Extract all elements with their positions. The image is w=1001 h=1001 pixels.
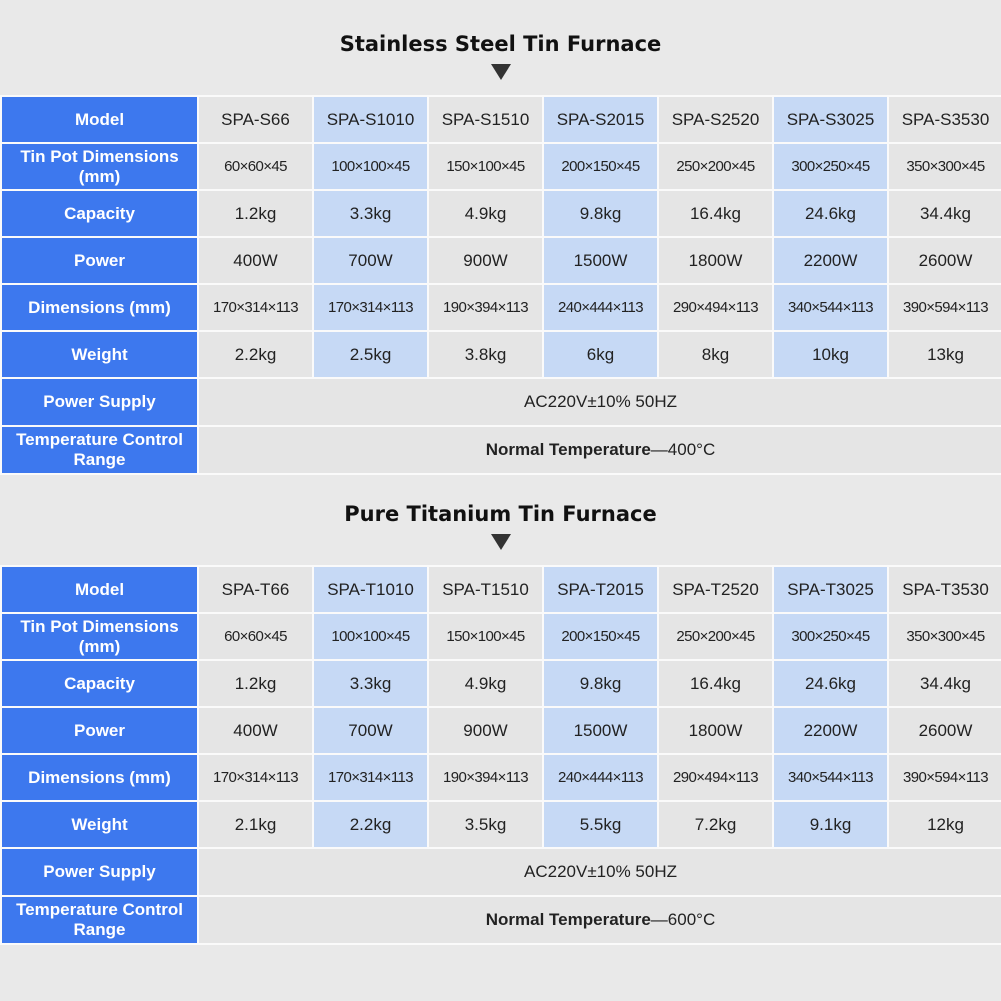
arrow-down-icon <box>491 64 511 80</box>
row-weight <box>2 802 1001 847</box>
table-cell: 24.6kg <box>774 191 887 236</box>
table-cell: SPA-T3025 <box>774 567 887 612</box>
arrow-down-icon <box>491 534 511 550</box>
table-cell: SPA-T66 <box>199 567 312 612</box>
row-header: Power Supply <box>2 379 197 425</box>
table-cell: 240×444×113 <box>544 285 657 330</box>
row-temperature-range <box>2 897 1001 943</box>
row-header: Model <box>2 567 197 612</box>
table-cell: 2.2kg <box>314 802 427 847</box>
table-cell: 34.4kg <box>889 191 1001 236</box>
temperature-range-value <box>199 427 1001 473</box>
row-capacity <box>2 661 1001 706</box>
row-header: Weight <box>2 332 197 377</box>
table-cell: 200×150×45 <box>544 144 657 189</box>
table-cell: 150×100×45 <box>429 614 542 659</box>
row-power-supply <box>2 849 1001 895</box>
table-cell: 2600W <box>889 708 1001 753</box>
table-cell: 13kg <box>889 332 1001 377</box>
table-cell: 3.3kg <box>314 661 427 706</box>
row-header: Dimensions (mm) <box>2 285 197 330</box>
row-tin-pot <box>2 614 1001 659</box>
temperature-label: Normal Temperature <box>485 910 651 929</box>
table-cell: 1500W <box>544 238 657 283</box>
row-power <box>2 238 1001 283</box>
row-header: Tin Pot Dimensions (mm) <box>2 144 197 189</box>
table-cell: SPA-T3530 <box>889 567 1001 612</box>
table-cell: 9.1kg <box>774 802 887 847</box>
row-header: Temperature Control Range <box>2 897 197 943</box>
table-cell: 240×444×113 <box>544 755 657 800</box>
table-cell: 700W <box>314 708 427 753</box>
row-model <box>2 97 1001 142</box>
temperature-range-text: —400°C <box>650 440 716 459</box>
table-cell: 170×314×113 <box>314 285 427 330</box>
table-cell: 24.6kg <box>774 661 887 706</box>
table-cell: 170×314×113 <box>199 285 312 330</box>
row-header: Capacity <box>2 661 197 706</box>
row-header: Dimensions (mm) <box>2 755 197 800</box>
table-cell: 34.4kg <box>889 661 1001 706</box>
table-cell: 150×100×45 <box>429 144 542 189</box>
table-cell: 2200W <box>774 238 887 283</box>
table-cell: 400W <box>199 238 312 283</box>
table-cell: SPA-S3025 <box>774 97 887 142</box>
table-cell: 8kg <box>659 332 772 377</box>
table-cell: 290×494×113 <box>659 755 772 800</box>
table-cell: 4.9kg <box>429 661 542 706</box>
table-cell: 340×544×113 <box>774 755 887 800</box>
table-cell: 300×250×45 <box>774 614 887 659</box>
table-cell: 1800W <box>659 708 772 753</box>
table-cell: 170×314×113 <box>314 755 427 800</box>
row-header: Weight <box>2 802 197 847</box>
row-dimensions <box>2 755 1001 800</box>
table-cell: 700W <box>314 238 427 283</box>
table-cell: SPA-T2015 <box>544 567 657 612</box>
table-cell: SPA-S2015 <box>544 97 657 142</box>
table-cell: 250×200×45 <box>659 614 772 659</box>
table-cell: 2.1kg <box>199 802 312 847</box>
table-cell: 5.5kg <box>544 802 657 847</box>
table-cell: SPA-T1010 <box>314 567 427 612</box>
table-cell: 1500W <box>544 708 657 753</box>
table-cell: 340×544×113 <box>774 285 887 330</box>
table-cell: 9.8kg <box>544 661 657 706</box>
table-cell: 12kg <box>889 802 1001 847</box>
table-cell: SPA-S1010 <box>314 97 427 142</box>
row-header: Tin Pot Dimensions (mm) <box>2 614 197 659</box>
table-cell: 2600W <box>889 238 1001 283</box>
spec-table-titanium <box>0 565 1001 945</box>
table-cell: 900W <box>429 238 542 283</box>
row-temperature-range <box>2 427 1001 473</box>
table-cell: 100×100×45 <box>314 144 427 189</box>
section-title: Pure Titanium Tin Furnace <box>344 502 657 526</box>
table-cell: 170×314×113 <box>199 755 312 800</box>
table-cell: 190×394×113 <box>429 285 542 330</box>
table-cell: 60×60×45 <box>199 614 312 659</box>
table-cell: 4.9kg <box>429 191 542 236</box>
table-cell: 1.2kg <box>199 661 312 706</box>
table-cell: 100×100×45 <box>314 614 427 659</box>
row-power-supply <box>2 379 1001 425</box>
section-header-titanium <box>0 502 1001 550</box>
table-cell: 9.8kg <box>544 191 657 236</box>
row-header: Model <box>2 97 197 142</box>
table-cell: 300×250×45 <box>774 144 887 189</box>
row-tin-pot <box>2 144 1001 189</box>
row-dimensions <box>2 285 1001 330</box>
table-cell: 16.4kg <box>659 661 772 706</box>
table-cell: 350×300×45 <box>889 614 1001 659</box>
row-capacity <box>2 191 1001 236</box>
spec-table-stainless <box>0 95 1001 475</box>
row-power <box>2 708 1001 753</box>
temperature-range-value <box>199 897 1001 943</box>
row-header: Power <box>2 708 197 753</box>
table-cell: 1.2kg <box>199 191 312 236</box>
table-cell: 7.2kg <box>659 802 772 847</box>
row-weight <box>2 332 1001 377</box>
table-cell: SPA-S66 <box>199 97 312 142</box>
table-cell: 1800W <box>659 238 772 283</box>
table-cell: 2.5kg <box>314 332 427 377</box>
table-cell: 10kg <box>774 332 887 377</box>
table-cell: 390×594×113 <box>889 285 1001 330</box>
section-title: Stainless Steel Tin Furnace <box>339 32 662 56</box>
table-cell: 400W <box>199 708 312 753</box>
table-cell: 190×394×113 <box>429 755 542 800</box>
table-cell: SPA-S1510 <box>429 97 542 142</box>
table-cell: 3.8kg <box>429 332 542 377</box>
table-cell: 6kg <box>544 332 657 377</box>
table-cell: 200×150×45 <box>544 614 657 659</box>
row-header: Power Supply <box>2 849 197 895</box>
table-cell: 60×60×45 <box>199 144 312 189</box>
table-cell: SPA-T2520 <box>659 567 772 612</box>
temperature-range-text: —600°C <box>650 910 716 929</box>
table-cell: 3.3kg <box>314 191 427 236</box>
power-supply-value: AC220V±10% 50HZ <box>199 379 1001 425</box>
row-model <box>2 567 1001 612</box>
table-cell: 390×594×113 <box>889 755 1001 800</box>
table-cell: 3.5kg <box>429 802 542 847</box>
table-cell: 350×300×45 <box>889 144 1001 189</box>
section-header-stainless <box>0 32 1001 80</box>
temperature-label: Normal Temperature <box>485 440 651 459</box>
row-header: Capacity <box>2 191 197 236</box>
table-cell: 900W <box>429 708 542 753</box>
table-cell: SPA-S3530 <box>889 97 1001 142</box>
row-header: Temperature Control Range <box>2 427 197 473</box>
table-cell: SPA-S2520 <box>659 97 772 142</box>
power-supply-value: AC220V±10% 50HZ <box>199 849 1001 895</box>
row-header: Power <box>2 238 197 283</box>
table-cell: 2.2kg <box>199 332 312 377</box>
table-cell: SPA-T1510 <box>429 567 542 612</box>
table-cell: 290×494×113 <box>659 285 772 330</box>
table-cell: 16.4kg <box>659 191 772 236</box>
table-cell: 2200W <box>774 708 887 753</box>
table-cell: 250×200×45 <box>659 144 772 189</box>
